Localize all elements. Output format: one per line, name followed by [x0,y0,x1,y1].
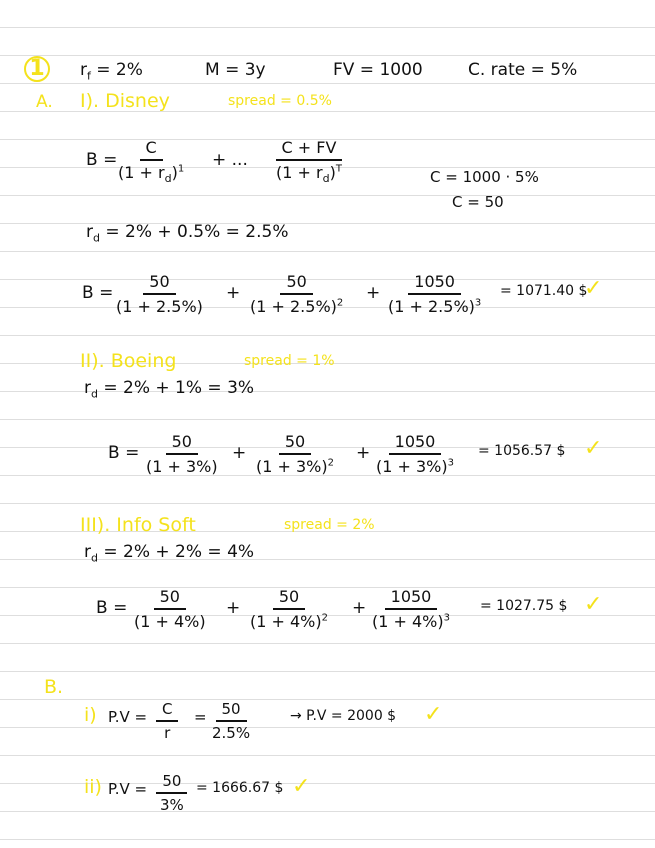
boeing-fraction-2 [250,432,340,476]
boeing-plus-2: + [356,443,371,463]
infosoft-d3: $(1 + 4\%)^3$ [372,612,450,631]
infosoft-d2: $(1 + 4\%)^2$ [250,612,328,631]
part-b-ii-pv-label: P.V = [108,780,148,798]
part-b-i-d1: r [164,724,171,742]
boeing-n2: 50 [279,432,311,455]
infosoft-fraction-2 [244,587,334,631]
part-b-i-label: i) [84,704,97,726]
face-value: FV = 1000 [333,60,423,80]
infosoft-b-label: B = [96,598,128,618]
infosoft-label: III). Info Soft [80,514,196,536]
part-b-i-n2: 50 [216,700,247,722]
infosoft-spread: spread = 2% [284,517,375,533]
boeing-b-label: B = [108,443,140,463]
boeing-d1: (1 + 3%) [146,457,218,476]
infosoft-plus-1: + [226,598,241,618]
disney-label: I). Disney [80,90,170,112]
part-b-i-equals: = [194,708,207,726]
general-b-label: B = [86,150,118,170]
general-frac1-num: C [140,138,163,161]
disney-n3: 1050 [408,272,461,295]
boeing-plus-1: + [232,443,247,463]
infosoft-n1: 50 [154,587,186,610]
part-b-i-result: → P.V = 2000 $ [290,708,397,724]
question-number: 1 [24,56,50,82]
infosoft-fraction-1 [128,587,212,631]
general-fraction-1 [112,138,190,185]
part-b-label: B. [44,676,64,698]
infosoft-n2: 50 [273,587,305,610]
part-b-i-n1: C [156,700,178,722]
coupon-rate: C. rate = 5% [468,60,578,80]
coupon-calc: C = 1000 · 5% [430,168,539,186]
boeing-spread: spread = 1% [244,353,335,369]
part-b-i-check-icon: ✓ [424,702,443,727]
disney-rd: $r_d = 2\% + 0.5\% = 2.5\%$ [86,222,289,245]
disney-n1: 50 [143,272,175,295]
boeing-fraction-1 [140,432,224,476]
part-b-ii-check-icon: ✓ [292,774,311,799]
boeing-n1: 50 [166,432,198,455]
boeing-label: II). Boeing [80,350,177,372]
general-frac1-den: $(1 + r_d)^1$ [118,163,185,186]
boeing-fraction-3 [370,432,460,476]
disney-b-label: B = [82,283,114,303]
boeing-d2: $(1 + 3\%)^2$ [256,457,334,476]
general-frac2-den: $(1 + r_d)^T$ [276,163,342,186]
boeing-rd: $r_d = 2\% + 1\% = 3\%$ [84,378,255,401]
boeing-result: = 1056.57 $ [478,443,566,459]
general-frac2-num: C + FV [276,138,343,161]
disney-d1: (1 + 2.5%) [116,297,203,316]
disney-d3: $(1 + 2.5\%)^3$ [388,297,482,316]
part-b-ii-label: ii) [84,776,102,798]
part-a-label: A. [36,92,53,112]
boeing-n3: 1050 [389,432,442,455]
part-b-i-pv-label: P.V = [108,708,148,726]
infosoft-fraction-3 [366,587,456,631]
part-b-ii-n1: 50 [156,772,187,794]
disney-fraction-2 [244,272,349,316]
infosoft-result: = 1027.75 $ [480,598,568,614]
disney-result: = 1071.40 $ [500,283,588,299]
general-plus-dots: + ... [212,150,248,170]
part-b-i-d2: 2.5% [212,724,251,742]
part-b-ii-d1: 3% [160,796,184,814]
infosoft-check-icon: ✓ [584,592,603,617]
coupon-value: C = 50 [452,193,504,211]
infosoft-plus-2: + [352,598,367,618]
boeing-d3: $(1 + 3\%)^3$ [376,457,454,476]
infosoft-n3: 1050 [385,587,438,610]
infosoft-rd: $r_d = 2\% + 2\% = 4\%$ [84,542,255,565]
disney-plus-1: + [226,283,241,303]
general-fraction-2 [270,138,348,185]
disney-spread: spread = 0.5% [228,93,332,109]
disney-n2: 50 [280,272,312,295]
part-b-i-fraction-1 [156,700,178,742]
part-b-ii-fraction [154,772,190,814]
question-number-circle [24,56,50,82]
disney-fraction-1 [110,272,209,316]
disney-d2: $(1 + 2.5\%)^2$ [250,297,344,316]
boeing-check-icon: ✓ [584,436,603,461]
maturity: M = 3y [205,60,266,80]
disney-fraction-3 [382,272,487,316]
disney-check-icon: ✓ [584,276,603,301]
infosoft-d1: (1 + 4%) [134,612,206,631]
part-b-ii-result: = 1666.67 $ [196,780,284,796]
disney-plus-2: + [366,283,381,303]
part-b-i-fraction-2 [206,700,256,742]
risk-free-rate: $r_f = 2\%$ [80,60,143,83]
